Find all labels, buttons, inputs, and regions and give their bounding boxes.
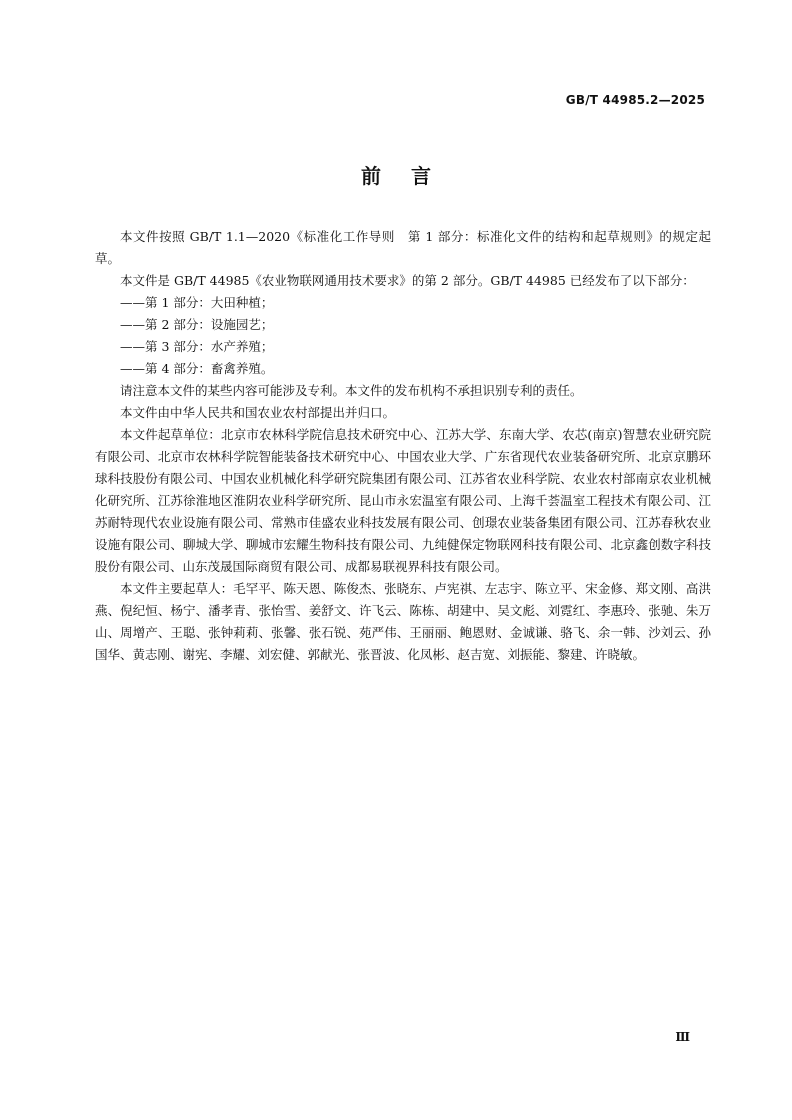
page-title: 前言	[361, 164, 461, 188]
paragraph-drafting-units: 本文件起草单位：北京市农林科学院信息技术研究中心、江苏大学、东南大学、农芯(南京)智慧农业研究院有限公司、北京市农林科学院智能装备技术研究中心、中国农业大学、广东省现代农业装备研究所、北京京鹏环球科技股份有限公司、中国农业机械化科学研究院集团有限公司、江苏省农业科学院、农业农村部南京农业机械化研究所、江苏徐淮地区淮阴农业科学研究所、昆山市永宏温室有限公司、上海千荟温室工程技术有限公司、江苏耐特现代农业设施有限公司、常熟市佳盛农业科技发展有限公司、创璟农业装备集团有限公司、江苏春秋农业设施有限公司、聊城大学、聊城市宏耀生物科技有限公司、九纯健保定物联网科技有限公司、北京鑫创数字科技股份有限公司、山东茂晟国际商贸有限公司、成都易联视界科技有限公司。	[95, 427, 711, 574]
list-item-part-2: ——第 2 部分：设施园艺；	[120, 317, 274, 332]
standard-code: GB/T 44985.2—2025	[565, 93, 705, 107]
list-item-part-1: ——第 1 部分：大田种植；	[120, 295, 274, 310]
list-item-part-4: ——第 4 部分：畜禽养殖。	[120, 361, 274, 376]
paragraph-drafters: 本文件主要起草人：毛罕平、陈天恩、陈俊杰、张晓东、卢宪祺、左志宇、陈立平、宋金修、郑文刚、高洪燕、倪纪恒、杨宁、潘孝青、张怡雪、姜舒文、许飞云、陈栋、胡建中、吴文彪、刘霓红、李惠玲、张驰、朱万山、周增产、王聪、张钟莉莉、张馨、张石锐、苑严伟、王丽丽、鲍恩财、金诚谦、骆飞、余一韩、沙刘云、孙国华、黄志刚、谢宪、李耀、刘宏健、郭献光、张晋波、化凤彬、赵吉宽、刘振能、黎建、许晓敏。	[95, 581, 711, 662]
list-item-part-3: ——第 3 部分：水产养殖；	[120, 339, 274, 354]
paragraph-proposer: 本文件由中华人民共和国农业农村部提出并归口。	[120, 405, 396, 420]
paragraph-series-intro: 本文件是 GB/T 44985《农业物联网通用技术要求》的第 2 部分。GB/T 44985 已经发布了以下部分：	[120, 273, 695, 288]
paragraph-patent-notice: 请注意本文件的某些内容可能涉及专利。本文件的发布机构不承担识别专利的责任。	[120, 383, 583, 398]
foreword-body	[95, 226, 711, 666]
page-number: Ⅲ	[675, 1030, 690, 1044]
paragraph-drafting-rules: 本文件按照 GB/T 1.1—2020《标准化工作导则 第 1 部分：标准化文件的结构和起草规则》的规定起草。	[95, 229, 711, 266]
